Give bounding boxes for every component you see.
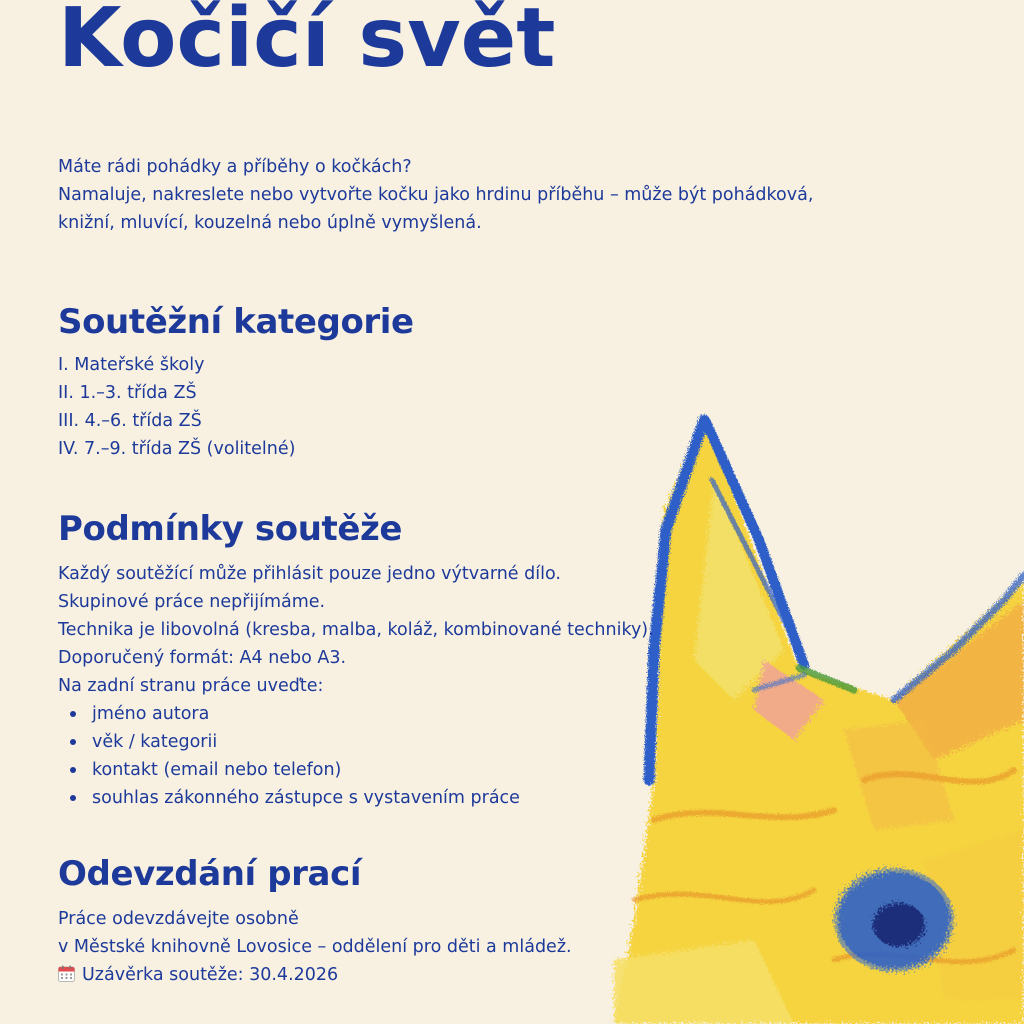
bullet-item [58, 756, 654, 784]
bullet-dot-icon [70, 795, 76, 801]
category-item: II. 1.–3. třída ZŠ [58, 383, 197, 403]
bullet-text: věk / kategorii [92, 732, 218, 752]
intro-line: knižní, mluvící, kouzelná nebo úplně vymyšlená. [58, 213, 482, 233]
submission-info [58, 905, 572, 989]
conditions-list [58, 560, 654, 812]
conditions-heading: Podmínky soutěže [58, 509, 403, 549]
crayon-cat-illustration [594, 400, 1024, 1024]
condition-line: Doporučený formát: A4 nebo A3. [58, 648, 347, 668]
bullet-text: jméno autora [92, 704, 210, 724]
bullet-item [58, 700, 654, 728]
submission-line: Práce odevzdávejte osobně [58, 909, 299, 929]
bullet-dot-icon [70, 767, 76, 773]
bullet-text: kontakt (email nebo telefon) [92, 760, 342, 780]
submission-line: v Městské knihovně Lovosice – oddělení pro děti a mládež. [58, 937, 572, 957]
category-item: IV. 7.–9. třída ZŠ (volitelné) [58, 439, 296, 459]
condition-line: Skupinové práce nepřijímáme. [58, 592, 326, 612]
bullet-item [58, 728, 654, 756]
intro-line: Namaluje, nakreslete nebo vytvořte kočku jako hrdinu příběhu – může být pohádková, [58, 185, 814, 205]
page-title: Kočičí svět [58, 0, 556, 86]
bullet-text: souhlas zákonného zástupce s vystavením práce [92, 788, 520, 808]
back-side-info-list [58, 700, 654, 812]
condition-line: Technika je libovolná (kresba, malba, koláž, kombinované techniky). [58, 620, 654, 640]
bullet-dot-icon [70, 739, 76, 745]
intro-line: Máte rádi pohádky a příběhy o kočkách? [58, 157, 412, 177]
category-item: III. 4.–6. třída ZŠ [58, 411, 202, 431]
deadline-line [58, 961, 572, 989]
deadline-text: Uzávěrka soutěže: 30.4.2026 [82, 965, 339, 985]
category-item: I. Mateřské školy [58, 355, 205, 375]
categories-heading: Soutěžní kategorie [58, 302, 414, 342]
categories-list [58, 351, 295, 463]
intro-text [58, 153, 958, 237]
bullet-dot-icon [70, 711, 76, 717]
condition-line: Na zadní stranu práce uveďte: [58, 676, 324, 696]
calendar-icon [58, 965, 75, 982]
bullet-item [58, 784, 654, 812]
condition-line: Každý soutěžící může přihlásit pouze jedno výtvarné dílo. [58, 564, 561, 584]
submission-heading: Odevzdání prací [58, 854, 362, 894]
bullet-list-wrapper [58, 700, 654, 812]
